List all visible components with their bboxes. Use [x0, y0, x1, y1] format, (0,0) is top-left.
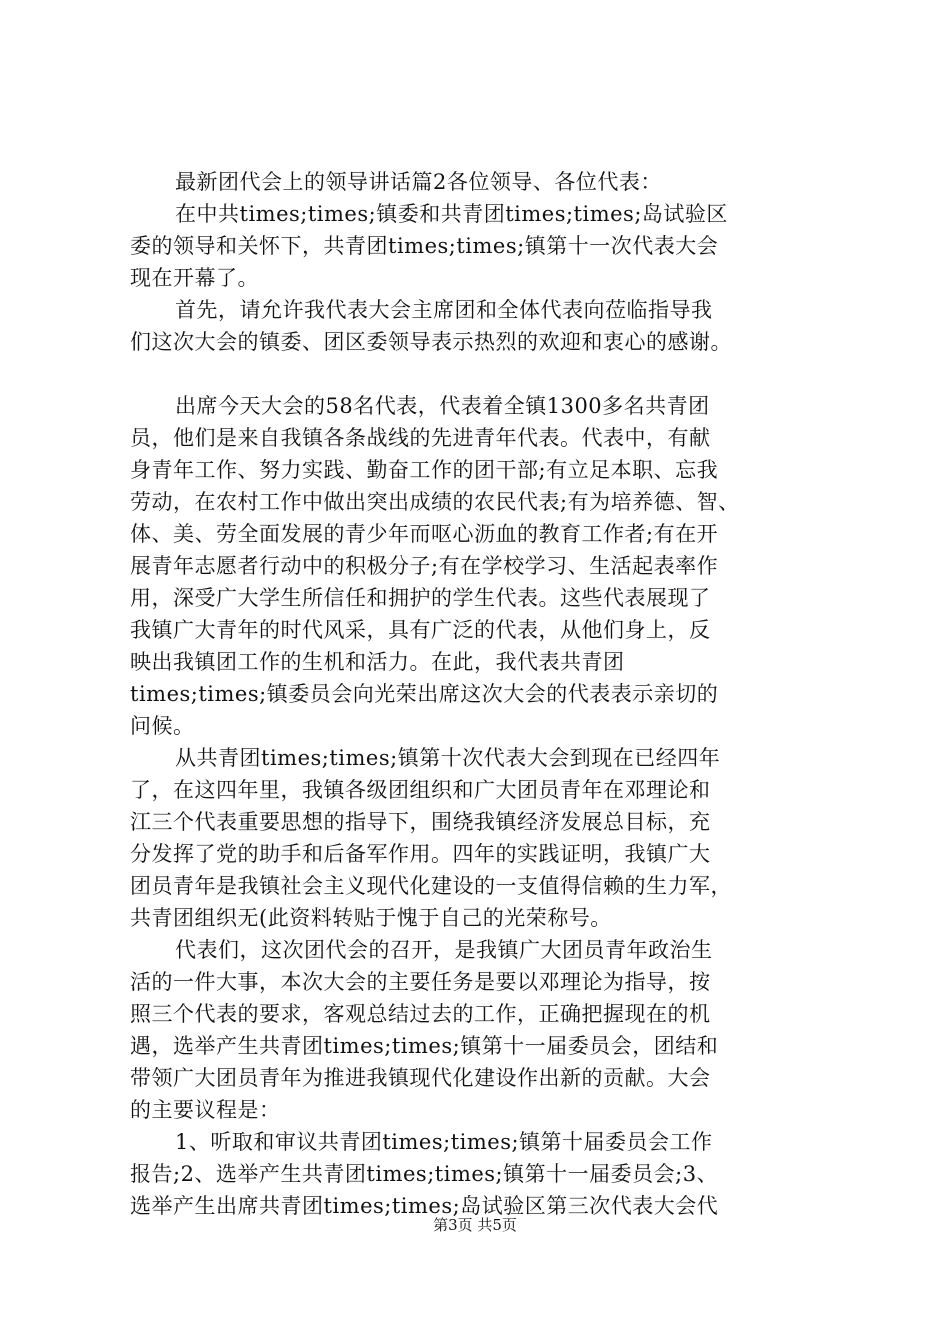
paragraph-line: 分发挥了党的助手和后备军作用。四年的实践证明，我镇广大 [130, 842, 711, 866]
paragraph-line: 代表们，这次团代会的召开，是我镇广大团员青年政治生 [175, 938, 713, 962]
paragraph-line: 身青年工作、努力实践、勤奋工作的团干部;有立足本职、忘我 [130, 458, 719, 482]
paragraph-line: 劳动，在农村工作中做出突出成绩的农民代表;有为培养德、智、 [130, 490, 740, 514]
paragraph-line: 的主要议程是： [130, 1098, 281, 1122]
paragraph-line: 活的一件大事，本次大会的主要任务是要以邓理论为指导，按 [130, 970, 711, 994]
paragraph-line: 展青年志愿者行动中的积极分子;有在学校学习、生活起表率作 [130, 554, 719, 578]
paragraph-line: 带领广大团员青年为推进我镇现代化建设作出新的贡献。大会 [130, 1066, 711, 1090]
page-number-footer: 第3页 共5页 [433, 1216, 517, 1234]
paragraph-line: 映出我镇团工作的生机和活力。在此，我代表共青团 [130, 650, 625, 674]
paragraph-line: 了，在这四年里，我镇各级团组织和广大团员青年在邓理论和 [130, 778, 711, 802]
paragraph-line: 最新团代会上的领导讲话篇2各位领导、各位代表： [175, 170, 662, 194]
paragraph-line: 选举产生出席共青团times;times;岛试验区第三次代表大会代 [130, 1194, 719, 1218]
paragraph-line: 遇，选举产生共青团times;times;镇第十一届委员会，团结和 [130, 1034, 719, 1058]
paragraph-line: 团员青年是我镇社会主义现代化建设的一支值得信赖的生力军， [130, 874, 732, 898]
paragraph-line: 在中共times;times;镇委和共青团times;times;岛试验区 [175, 202, 728, 226]
paragraph-line: 我镇广大青年的时代风采，具有广泛的代表，从他们身上，反 [130, 618, 711, 642]
paragraph-line: 委的领导和关怀下，共青团times;times;镇第十一次代表大会 [130, 234, 719, 258]
paragraph-line: 照三个代表的要求，客观总结过去的工作，正确把握现在的机 [130, 1002, 711, 1026]
paragraph-line: 从共青团times;times;镇第十次代表大会到现在已经四年 [175, 746, 721, 770]
paragraph-line: 们这次大会的镇委、团区委领导表示热烈的欢迎和衷心的感谢。 [130, 330, 732, 354]
paragraph-line: times;times;镇委员会向光荣出席这次大会的代表表示亲切的 [130, 682, 719, 706]
paragraph-line: 出席今天大会的58名代表，代表着全镇1300多名共青团 [175, 394, 710, 418]
paragraph-line: 1、听取和审议共青团times;times;镇第十届委员会工作 [175, 1130, 713, 1154]
paragraph-line: 首先，请允许我代表大会主席团和全体代表向莅临指导我 [175, 298, 713, 322]
paragraph-line: 共青团组织无(此资料转贴于愧于自己的光荣称号。 [130, 906, 612, 930]
paragraph-line: 问候。 [130, 714, 195, 738]
paragraph-line: 江三个代表重要思想的指导下，围绕我镇经济发展总目标，充 [130, 810, 711, 834]
paragraph-line: 报告;2、选举产生共青团times;times;镇第十一届委员会;3、 [130, 1162, 719, 1186]
paragraph-line: 现在开幕了。 [130, 266, 259, 290]
paragraph-line: 体、美、劳全面发展的青少年而呕心沥血的教育工作者;有在开 [130, 522, 719, 546]
paragraph-line: 用，深受广大学生所信任和拥护的学生代表。这些代表展现了 [130, 586, 711, 610]
paragraph-gap [130, 358, 830, 390]
paragraph-line: 员，他们是来自我镇各条战线的先进青年代表。代表中，有献 [130, 426, 711, 450]
document-body [130, 166, 830, 1222]
